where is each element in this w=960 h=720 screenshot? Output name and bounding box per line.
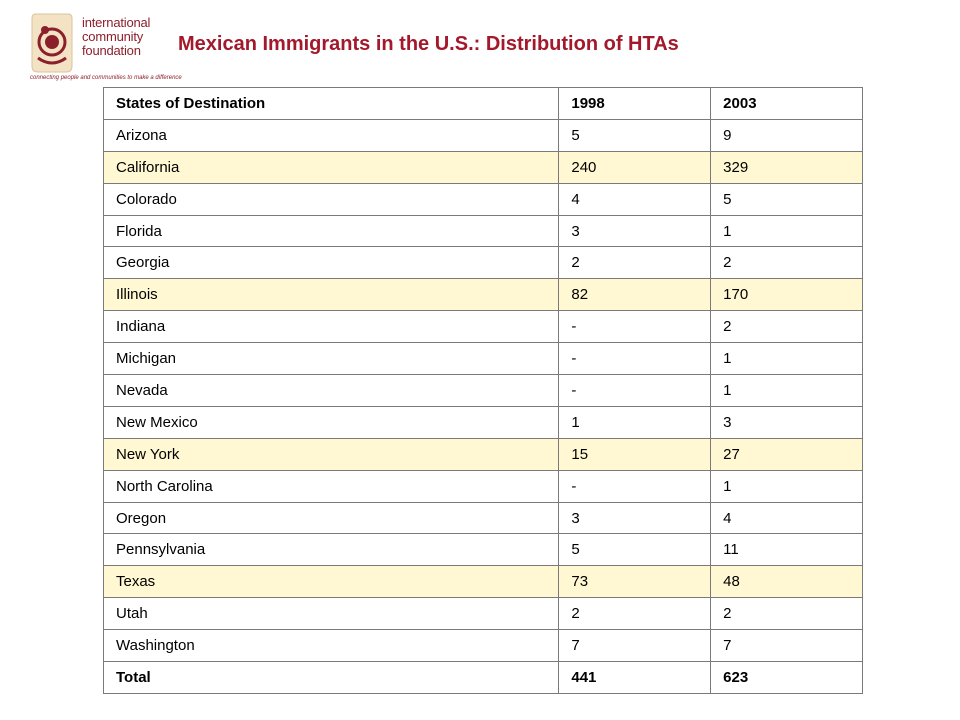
table-row — [104, 247, 863, 279]
value-1998-cell: 3 — [559, 502, 711, 534]
table-row — [104, 630, 863, 662]
table-body — [104, 119, 863, 693]
hta-distribution-table — [103, 87, 863, 694]
table-row — [104, 119, 863, 151]
state-cell: New Mexico — [104, 406, 559, 438]
state-cell: Georgia — [104, 247, 559, 279]
state-cell: Pennsylvania — [104, 534, 559, 566]
value-1998-cell: 240 — [559, 151, 711, 183]
header-states: States of Destination — [104, 88, 559, 120]
value-2003-cell: 2 — [711, 247, 863, 279]
page-title: Mexican Immigrants in the U.S.: Distribution of HTAs — [178, 33, 679, 55]
value-2003-cell: 11 — [711, 534, 863, 566]
value-1998-cell: 15 — [559, 438, 711, 470]
table-row — [104, 375, 863, 407]
state-cell: Arizona — [104, 119, 559, 151]
value-2003-cell: 4 — [711, 502, 863, 534]
logo-line-2: community — [82, 29, 144, 44]
table-row — [104, 470, 863, 502]
table-row — [104, 279, 863, 311]
value-2003-cell: 9 — [711, 119, 863, 151]
table-total-row — [104, 662, 863, 694]
value-2003-cell: 329 — [711, 151, 863, 183]
table-row — [104, 438, 863, 470]
value-2003-cell: 170 — [711, 279, 863, 311]
value-1998-cell: 7 — [559, 630, 711, 662]
state-cell: Indiana — [104, 311, 559, 343]
logo-line-1: international — [82, 15, 151, 30]
table-row — [104, 502, 863, 534]
state-cell: New York — [104, 438, 559, 470]
header-2003: 2003 — [711, 88, 863, 120]
value-2003-cell: 5 — [711, 183, 863, 215]
table-row — [104, 406, 863, 438]
table-row — [104, 183, 863, 215]
value-2003-cell: 2 — [711, 598, 863, 630]
table-row — [104, 311, 863, 343]
state-cell: North Carolina — [104, 470, 559, 502]
value-2003-cell: 27 — [711, 438, 863, 470]
value-1998-cell: - — [559, 311, 711, 343]
total-1998-cell: 441 — [559, 662, 711, 694]
state-cell: Utah — [104, 598, 559, 630]
logo-wordmark — [82, 16, 150, 58]
state-cell: Michigan — [104, 343, 559, 375]
value-2003-cell: 1 — [711, 375, 863, 407]
table-header-row — [104, 88, 863, 120]
table-row — [104, 151, 863, 183]
table-row — [104, 598, 863, 630]
value-1998-cell: 73 — [559, 566, 711, 598]
value-1998-cell: 5 — [559, 534, 711, 566]
value-2003-cell: 3 — [711, 406, 863, 438]
total-2003-cell: 623 — [711, 662, 863, 694]
value-1998-cell: - — [559, 470, 711, 502]
value-2003-cell: 7 — [711, 630, 863, 662]
state-cell: Colorado — [104, 183, 559, 215]
value-2003-cell: 2 — [711, 311, 863, 343]
state-cell: Florida — [104, 215, 559, 247]
value-2003-cell: 1 — [711, 343, 863, 375]
state-cell: California — [104, 151, 559, 183]
table-row — [104, 343, 863, 375]
value-1998-cell: 2 — [559, 598, 711, 630]
logo-tagline: connecting people and communities to make a difference — [30, 75, 182, 81]
value-1998-cell: 5 — [559, 119, 711, 151]
state-cell: Nevada — [104, 375, 559, 407]
state-cell: Oregon — [104, 502, 559, 534]
value-1998-cell: 4 — [559, 183, 711, 215]
value-1998-cell: - — [559, 375, 711, 407]
value-1998-cell: 3 — [559, 215, 711, 247]
value-2003-cell: 48 — [711, 566, 863, 598]
value-2003-cell: 1 — [711, 215, 863, 247]
value-2003-cell: 1 — [711, 470, 863, 502]
icf-logo — [28, 12, 182, 84]
state-cell: Washington — [104, 630, 559, 662]
header-1998: 1998 — [559, 88, 711, 120]
logo-line-3: foundation — [82, 43, 141, 58]
table-row — [104, 566, 863, 598]
icf-badge-icon — [28, 12, 76, 76]
value-1998-cell: 1 — [559, 406, 711, 438]
value-1998-cell: 82 — [559, 279, 711, 311]
table-row — [104, 215, 863, 247]
value-1998-cell: 2 — [559, 247, 711, 279]
state-cell: Illinois — [104, 279, 559, 311]
table-row — [104, 534, 863, 566]
total-label-cell: Total — [104, 662, 559, 694]
state-cell: Texas — [104, 566, 559, 598]
value-1998-cell: - — [559, 343, 711, 375]
